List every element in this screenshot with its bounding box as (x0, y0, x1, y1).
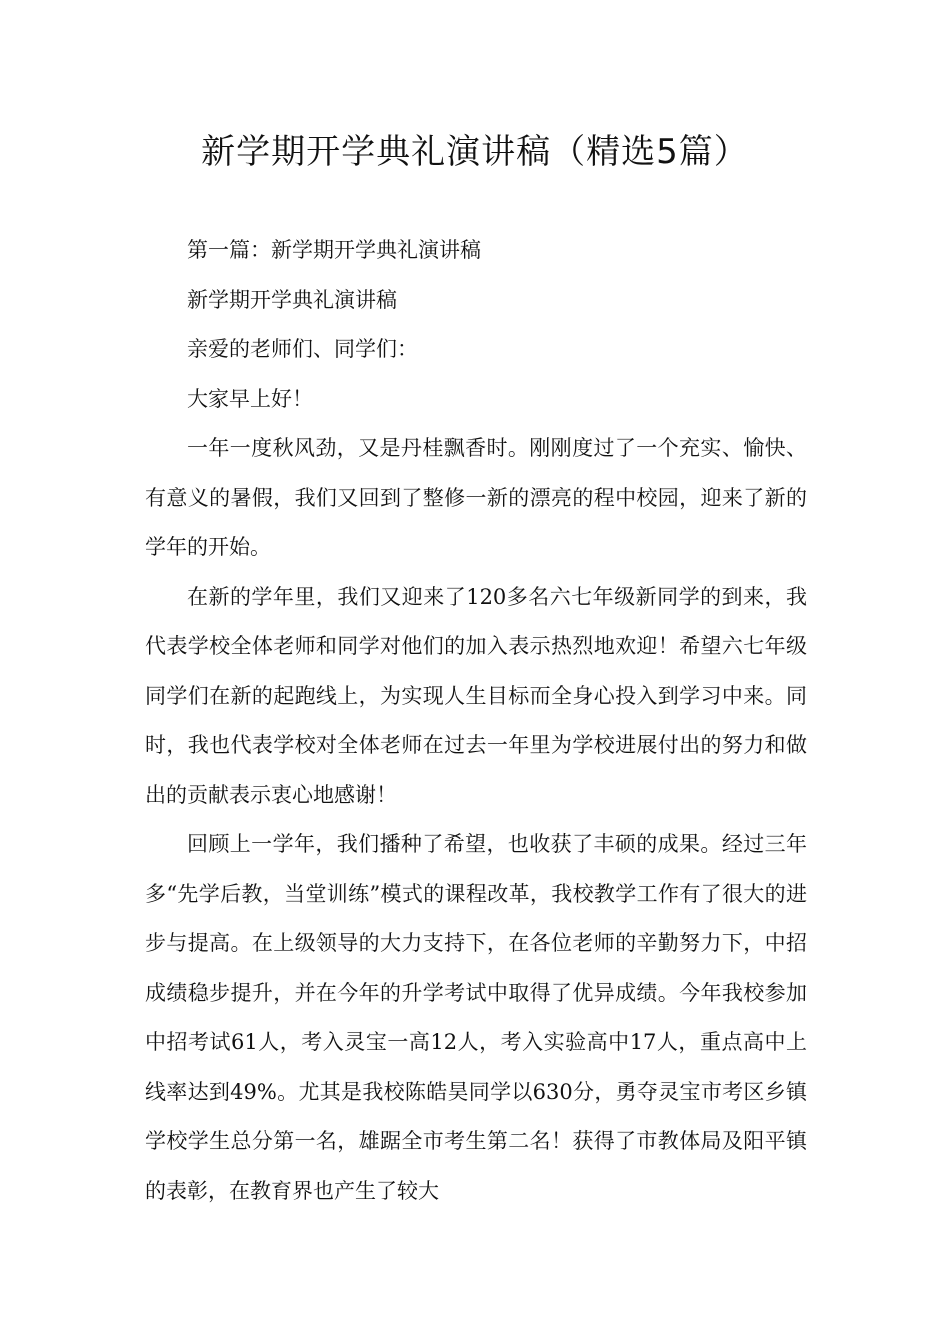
document-body (145, 226, 807, 1216)
salutation: 亲爱的老师们、同学们： (187, 337, 418, 361)
body-paragraph: 回顾上一学年，我们播种了希望，也收获了丰硕的成果。经过三年多“先学后教，当堂训练”模式的课程改革，我校教学工作有了很大的进步与提高。在上级领导的大力支持下，在各位老师的辛勤努力下，中招成绩稳步提升，并在今年的升学考试中取得了优异成绩。今年我校参加中招考试61人，考入灵宝一高12人，考入实验高中17人，重点高中上线率达到49%。尤其是我校陈皓昊同学以630分，勇夺灵宝市考区乡镇学校学生总分第一名，雄踞全市考生第二名！获得了市教体局及阳平镇的表彰，在教育界也产生了较大 (145, 832, 807, 1203)
body-paragraph: 一年一度秋风劲，又是丹桂飘香时。刚刚度过了一个充实、愉快、有意义的暑假，我们又回到了整修一新的漂亮的程中校园，迎来了新的学年的开始。 (145, 436, 807, 559)
greeting: 大家早上好！ (187, 386, 313, 411)
body-paragraph: 在新的学年里，我们又迎来了120多名六七年级新同学的到来，我代表学校全体老师和同学对他们的加入表示热烈地欢迎！希望六七年级同学们在新的起跑线上，为实现人生目标而全身心投入到学习中来。同时，我也代表学校对全体老师在过去一年里为学校进展付出的努力和做出的贡献表示衷心地感谢！ (145, 584, 807, 807)
section-heading: 第一篇：新学期开学典礼演讲稿 (187, 238, 481, 262)
speech-title: 新学期开学典礼演讲稿 (187, 287, 397, 312)
document-title: 新学期开学典礼演讲稿（精选5篇） (201, 132, 749, 172)
